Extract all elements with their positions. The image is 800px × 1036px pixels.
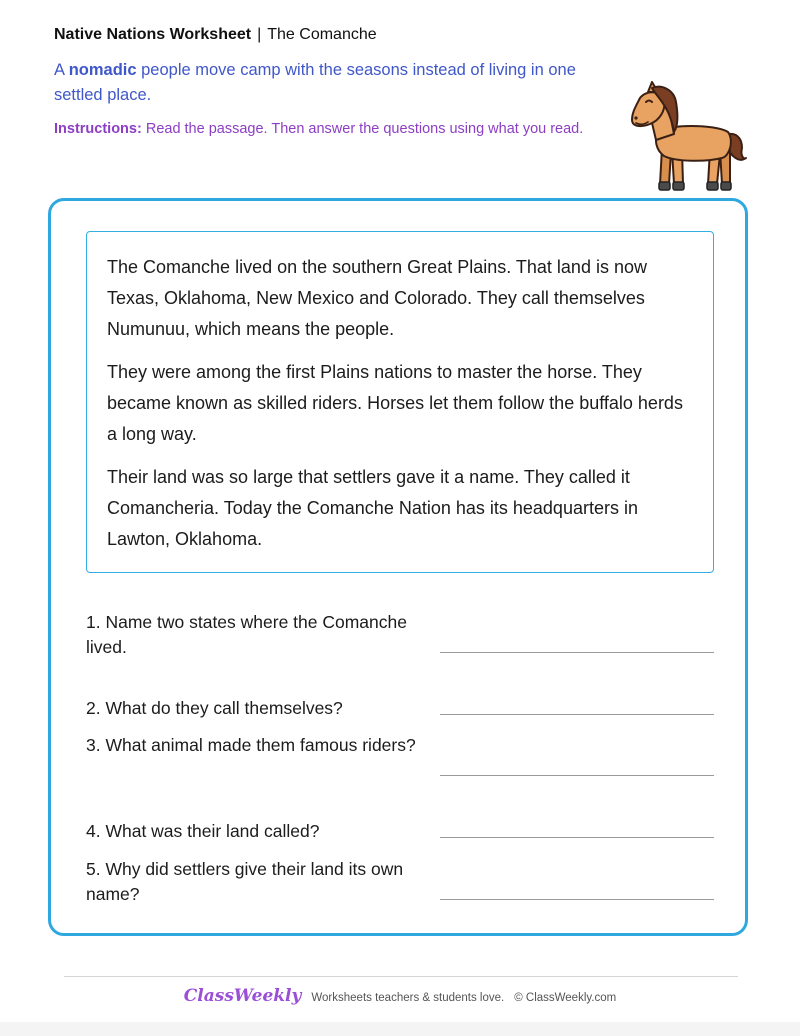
bottom-strip xyxy=(0,1022,800,1036)
definition-prefix: A xyxy=(54,61,69,79)
instructions-text: Read the passage. Then answer the questions using what you read. xyxy=(141,121,584,137)
title-separator: | xyxy=(257,26,262,43)
horse-icon xyxy=(626,80,750,196)
worksheet-subtitle: The Comanche xyxy=(267,26,377,43)
answer-line-1[interactable] xyxy=(440,652,714,653)
instructions-label: Instructions: xyxy=(54,121,142,137)
passage-paragraph: Their land was so large that settlers gave it a name. They called it Comancheria. Today the Comanche Nation has its headquarters in Lawton, Oklahoma. xyxy=(107,467,638,549)
footer-copyright: © ClassWeekly.com xyxy=(514,992,617,1004)
answer-line-4[interactable] xyxy=(440,837,714,838)
footer-tagline: Worksheets teachers & students love. xyxy=(311,992,505,1004)
answer-line-2[interactable] xyxy=(440,714,714,715)
worksheet-title: Native Nations Worksheet xyxy=(54,26,252,43)
passage-paragraph: The Comanche lived on the southern Great Plains. That land is now Texas, Oklahoma, New Mexico and Colorado. They call themselves Numunuu, which means the people. xyxy=(107,257,647,339)
question-3: 3. What animal made them famous riders? xyxy=(86,735,416,755)
definition-text: people move camp with the seasons instead of living in one settled place. xyxy=(54,61,576,104)
instructions xyxy=(54,118,584,140)
reading-passage xyxy=(86,231,714,573)
footer xyxy=(0,986,800,1006)
answer-line-3[interactable] xyxy=(440,775,714,776)
question-2: 2. What do they call themselves? xyxy=(86,698,343,718)
definition xyxy=(54,58,614,108)
question-4: 4. What was their land called? xyxy=(86,821,320,841)
classweekly-logo[interactable]: ClassWeekly xyxy=(183,986,302,1006)
question-5: 5. Why did settlers give their land its own name? xyxy=(86,859,404,904)
worksheet-header xyxy=(54,26,377,44)
definition-term: nomadic xyxy=(68,61,137,79)
answer-line-5[interactable] xyxy=(440,899,714,900)
footer-divider xyxy=(64,976,738,977)
question-1: 1. Name two states where the Comanche lived. xyxy=(86,612,407,657)
passage-paragraph: They were among the first Plains nations to master the horse. They became known as skilled riders. Horses let them follow the buffalo herds a long way. xyxy=(107,362,683,444)
